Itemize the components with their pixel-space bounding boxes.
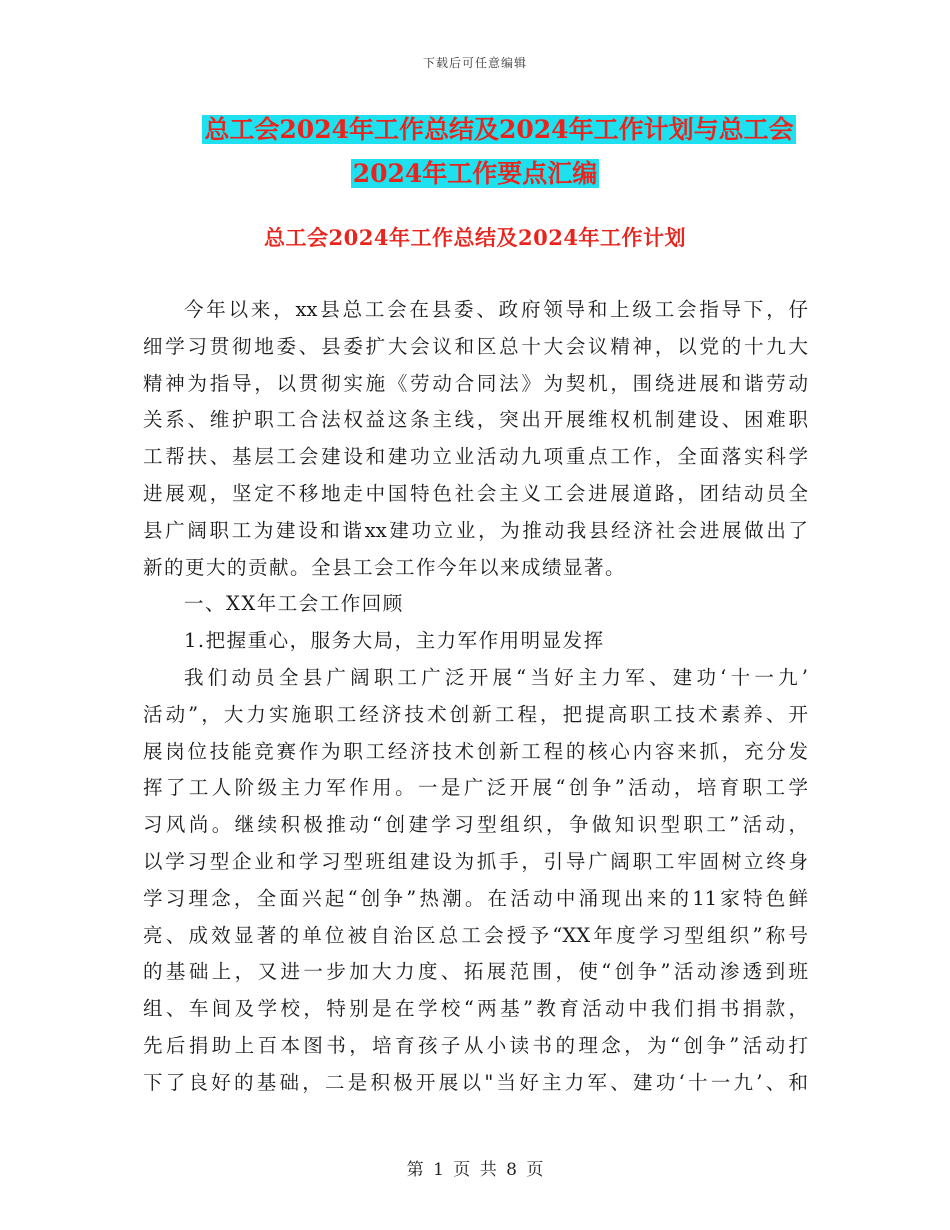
body-line: 进展观，坚定不移地走中国特色社会主义工会进展道路，团结动员全 bbox=[143, 481, 808, 505]
body-line: 亮、成效显著的单位被自治区总工会授予“XX年度学习型组织”称号 bbox=[143, 923, 808, 947]
document-title-line-2 bbox=[0, 156, 950, 192]
body-line: 新的更大的贡献。全县工会工作今年以来成绩显著。 bbox=[143, 555, 627, 579]
body-line: 下了良好的基础，二是积极开展以"当好主力军、建功‘十一九’、和 bbox=[143, 1070, 808, 1094]
body-line: 关系、维护职工合法权益这条主线，突出开展维权机制建设、困难职 bbox=[143, 408, 808, 432]
body-line: 展岗位技能竞赛作为职工经济技术创新工程的核心内容来抓，充分发 bbox=[143, 739, 808, 763]
title-highlight-2: 2024年工作要点汇编 bbox=[352, 159, 598, 188]
body-line: 今年以来，xx县总工会在县委、政府领导和上级工会指导下，仔 bbox=[184, 298, 808, 321]
body-line: 先后捐助上百本图书，培育孩子从小读书的理念，为“创争”活动打 bbox=[143, 1033, 808, 1057]
body-line: 组、车间及学校，特别是在学校“两基”教育活动中我们捐书捐款， bbox=[143, 997, 808, 1021]
body-line: 县广阔职工为建设和谐xx建功立业，为推动我县经济社会进展做出了 bbox=[143, 518, 808, 542]
title-highlight-1: 总工会2024年工作总结及2024年工作计划与总工会 bbox=[204, 115, 794, 144]
body-line: 工帮扶、基层工会建设和建功立业活动九项重点工作，全面落实科学 bbox=[143, 445, 808, 469]
body-line: 学习理念，全面兴起“创争”热潮。在活动中涌现出来的11家特色鲜 bbox=[143, 886, 808, 910]
subsection-heading: 1.把握重心，服务大局，主力军作用明显发挥 bbox=[184, 629, 605, 653]
body-text bbox=[143, 292, 808, 1102]
body-line: 以学习型企业和学习型班组建设为抓手，引导广阔职工牢固树立终身 bbox=[143, 849, 808, 873]
document-title-line-1 bbox=[24, 112, 950, 148]
body-line: 的基础上，又进一步加大力度、拓展范围，使“创争”活动渗透到班 bbox=[143, 960, 808, 984]
body-line: 精神为指导，以贯彻实施《劳动合同法》为契机，围绕进展和谐劳动 bbox=[143, 371, 808, 395]
section-title: 总工会2024年工作总结及2024年工作计划 bbox=[264, 225, 686, 250]
body-line: 我们动员全县广阔职工广泛开展“当好主力军、建功‘十一九’ bbox=[184, 665, 808, 689]
body-line: 细学习贯彻地委、县委扩大会议和区总十大会议精神，以党的十九大 bbox=[143, 334, 808, 358]
body-line: 习风尚。继续积极推动“创建学习型组织，争做知识型职工”活动， bbox=[143, 813, 808, 837]
section-heading: 一、XX年工会工作回顾 bbox=[184, 592, 404, 616]
body-line: 挥了工人阶级主力军作用。一是广泛开展“创争”活动，培育职工学 bbox=[143, 776, 808, 800]
body-line: 活动”，大力实施职工经济技术创新工程，把提高职工技术素养、开 bbox=[143, 702, 808, 726]
page-footer: 第 1 页 共 8 页 bbox=[406, 1160, 544, 1180]
header-note: 下载后可任意编辑 bbox=[422, 56, 527, 70]
